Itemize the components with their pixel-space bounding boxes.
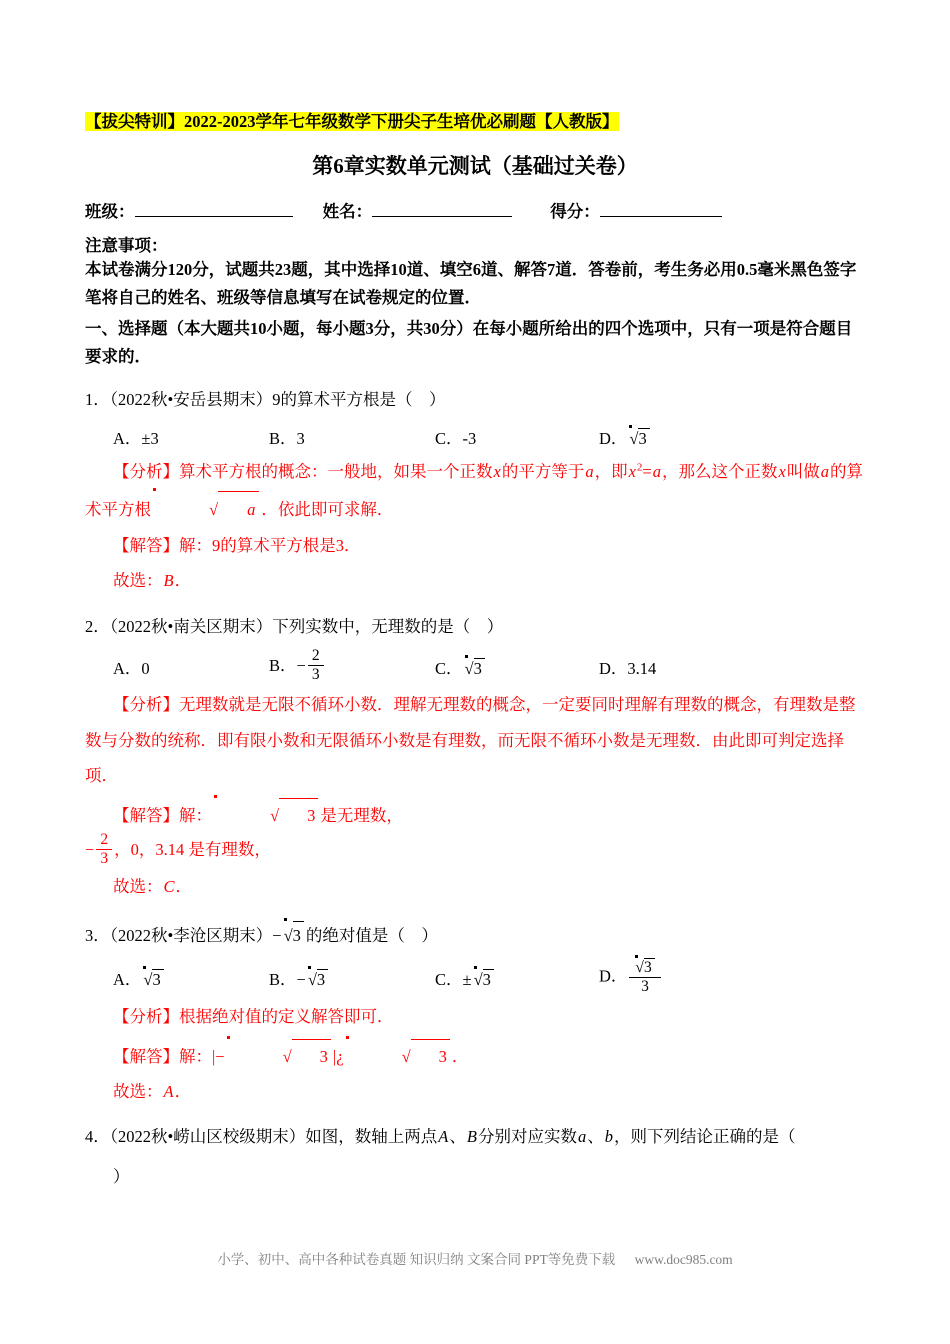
option-choice bbox=[599, 958, 865, 998]
footer-text: 小学、初中、高中各种试卷真题 知识归纳 文案合同 PPT等免费下载 bbox=[217, 1252, 616, 1267]
question-stem: 4．（2022秋•崂山区校级期末）如图，数轴上两点A、B分别对应实数a、b，则下列结论正确的是（ bbox=[85, 1127, 796, 1147]
math-variable: B bbox=[163, 571, 174, 591]
radical-expression bbox=[227, 1037, 331, 1075]
radical-expression bbox=[284, 919, 304, 950]
name-label: 姓名： bbox=[322, 202, 373, 221]
answer-line: 【解答】解： √ 3 是无理数， bbox=[85, 796, 865, 834]
answer-line: 【解答】解：|− √ 3 |¿ √ 3 ． bbox=[85, 1037, 865, 1075]
radical-expression bbox=[153, 489, 259, 527]
math-variable: x bbox=[493, 461, 501, 481]
solution-label: 【解答】 bbox=[113, 536, 179, 556]
radical-expression bbox=[214, 796, 318, 834]
question-stem: 3．（2022秋•李沧区期末）− √3 的绝对值是（ ） bbox=[85, 919, 865, 950]
radical-sign-icon: √ bbox=[270, 805, 280, 825]
option-choice bbox=[113, 655, 269, 679]
radical-sign-icon: √ bbox=[283, 925, 293, 945]
fields-row bbox=[85, 198, 865, 222]
fraction bbox=[308, 647, 324, 684]
math-variable: B bbox=[466, 1127, 477, 1147]
radical-expression bbox=[474, 967, 494, 990]
option-choice bbox=[113, 425, 269, 449]
option-label: C． bbox=[435, 659, 463, 679]
class-blank-line bbox=[135, 202, 293, 217]
analysis-label: 【分析】 bbox=[113, 461, 179, 481]
analysis-paragraph: 【分析】无理数就是无限不循环小数．理解无理数的概念，一定要同时理解有理数的概念，有理数是整数与分数的统称．即有限小数和无限循环小数是有理数，而无限不循环小数是无理数．由此即可判定选择项． bbox=[85, 695, 856, 786]
options-row bbox=[85, 422, 865, 452]
option-choice bbox=[269, 646, 435, 686]
fraction-numerator: 2 bbox=[100, 831, 109, 849]
footer-site-url: www.doc985.com bbox=[634, 1252, 733, 1267]
fraction-numerator: 2 bbox=[311, 646, 320, 664]
radical-sign-icon: √ bbox=[209, 500, 219, 520]
math-variable: a bbox=[652, 461, 661, 481]
option-label: A． bbox=[113, 969, 142, 989]
notice-text: 本试卷满分120分，试题共23题，其中选择10道、填空6道、解答7道．答卷前，考生务必用0.5毫米黑色签字笔将自己的姓名、班级等信息填写在试卷规定的位置． bbox=[85, 260, 857, 308]
question-block bbox=[85, 1123, 865, 1191]
footer bbox=[0, 1248, 950, 1268]
math-variable: C bbox=[163, 877, 175, 897]
option-label: C． bbox=[435, 428, 463, 448]
option-choice bbox=[269, 966, 435, 990]
class-label: 班级： bbox=[85, 202, 135, 221]
answer-line: − $\frac{2}{3}$ ，0，3.14 是有理数， bbox=[85, 831, 271, 868]
option-choice bbox=[435, 966, 599, 990]
answer-line: 【解答】解：9的算术平方根是3． bbox=[113, 536, 361, 556]
fraction bbox=[629, 956, 660, 996]
question-stem: 2．（2022秋•南关区期末）下列实数中，无理数的是（ ） bbox=[85, 616, 504, 636]
radicand: 3 bbox=[292, 1039, 331, 1075]
option-label: C． bbox=[435, 969, 463, 989]
math-variable: a bbox=[820, 461, 830, 481]
option-value: ±3 bbox=[141, 428, 159, 448]
option-value: 3 bbox=[296, 428, 305, 448]
option-value bbox=[627, 429, 651, 448]
math-variable: a bbox=[585, 461, 594, 481]
radicand: 3 bbox=[317, 969, 328, 990]
option-label: D． bbox=[599, 428, 628, 448]
math-variable: x bbox=[778, 461, 786, 481]
radical-expression bbox=[143, 967, 163, 990]
option-choice bbox=[435, 425, 599, 449]
question-block bbox=[85, 613, 865, 905]
solution-label: 【解答】 bbox=[113, 805, 179, 825]
radical-sign-icon: √ bbox=[464, 659, 474, 679]
option-value: -3 bbox=[462, 428, 477, 448]
question-block bbox=[85, 919, 865, 1109]
analysis-paragraph: 【分析】算术平方根的概念：一般地，如果一个正数x的平方等于a，即$x^2=a$，那么这个正数x叫做a的算术平方根 √ a ．依此即可求解． bbox=[85, 454, 865, 528]
name-blank-line bbox=[372, 202, 512, 217]
score-blank-line bbox=[600, 202, 722, 217]
radical-sign-icon: √ bbox=[629, 428, 639, 448]
option-value: 0 bbox=[141, 659, 150, 679]
radical-sign-icon: √ bbox=[473, 969, 483, 989]
option-value: − $\frac{2}{3}$ bbox=[297, 656, 326, 675]
question-stem: 1．（2022秋•安岳县期末）9的算术平方根是（ ） bbox=[85, 389, 446, 409]
option-label: B． bbox=[269, 969, 297, 989]
option-value: 3.14 bbox=[627, 659, 657, 679]
radicand: 3 bbox=[483, 969, 494, 990]
banner-row bbox=[85, 108, 865, 132]
answer-lines bbox=[85, 1037, 865, 1109]
radicand: 3 bbox=[638, 428, 649, 449]
option-value bbox=[141, 970, 165, 989]
math-variable: x bbox=[628, 461, 636, 481]
answer-line: 故选：C． bbox=[113, 877, 193, 897]
radical-sign-icon: √ bbox=[143, 969, 153, 989]
radical-expression bbox=[635, 956, 654, 977]
notice-label: 注意事项： bbox=[85, 236, 168, 255]
radicand: 3 bbox=[644, 958, 655, 977]
radical-sign-icon: √ bbox=[307, 969, 317, 989]
option-label: D． bbox=[599, 659, 628, 679]
solution-label: 【解答】 bbox=[113, 1046, 179, 1066]
radical-expression bbox=[308, 967, 328, 990]
radical-sign-icon: √ bbox=[401, 1046, 411, 1066]
option-choice bbox=[599, 425, 865, 449]
fraction-denominator: 3 bbox=[629, 977, 660, 996]
page-title: 第6章实数单元测试（基础过关卷） bbox=[312, 154, 638, 178]
radical-expression bbox=[465, 656, 485, 679]
math-variable: b bbox=[604, 1127, 613, 1147]
question-block bbox=[85, 386, 865, 599]
radicand: 3 bbox=[279, 798, 318, 834]
options-row bbox=[85, 958, 865, 998]
fraction-denominator: 3 bbox=[96, 849, 112, 868]
radicand: 3 bbox=[474, 658, 485, 679]
option-value: ± √3 bbox=[463, 970, 496, 989]
fraction-numerator bbox=[629, 956, 660, 977]
answer-lines bbox=[85, 529, 865, 598]
radical-sign-icon: √ bbox=[635, 958, 644, 976]
answer-lines bbox=[85, 796, 865, 905]
option-label: A． bbox=[113, 428, 142, 448]
analysis-label: 【分析】 bbox=[113, 695, 179, 715]
analysis-label: 【分析】 bbox=[113, 1007, 179, 1027]
option-choice bbox=[599, 655, 865, 679]
option-label: B． bbox=[269, 655, 297, 675]
questions-section bbox=[85, 386, 865, 1192]
math-superscript: 2 bbox=[636, 461, 643, 474]
analysis-paragraph: 【分析】根据绝对值的定义解答即可． bbox=[113, 1007, 394, 1027]
option-value: − √3 bbox=[297, 970, 331, 989]
answer-line: 故选：A． bbox=[113, 1081, 192, 1101]
math-variable: a bbox=[577, 1127, 587, 1147]
math-variable: A bbox=[163, 1081, 174, 1101]
section-heading: 一、选择题（本大题共10小题，每小题3分，共30分）在每小题所给出的四个选项中，只有一项是符合题目要求的． bbox=[85, 318, 853, 367]
option-label: D． bbox=[599, 966, 628, 986]
option-value bbox=[463, 659, 487, 678]
banner-highlight-text: 【拔尖特训】2022-2023学年七年级数学下册尖子生培优必刷题【人教版】 bbox=[85, 112, 619, 131]
math-variable: A bbox=[438, 1127, 449, 1147]
option-label: B． bbox=[269, 428, 297, 448]
option-value bbox=[627, 958, 662, 995]
fraction-denominator: 3 bbox=[308, 665, 324, 684]
option-choice bbox=[269, 425, 435, 449]
options-row bbox=[85, 646, 865, 686]
option-label: A． bbox=[113, 659, 142, 679]
option-choice bbox=[435, 655, 599, 679]
radicand bbox=[218, 491, 259, 527]
radicand: 3 bbox=[411, 1039, 450, 1075]
answer-line: 故选：B． bbox=[113, 571, 192, 591]
radicand: 3 bbox=[152, 969, 163, 990]
radicand: 3 bbox=[293, 921, 304, 950]
question-stem-extra: ） bbox=[113, 1167, 130, 1187]
radical-sign-icon: √ bbox=[282, 1046, 292, 1066]
radical-expression bbox=[629, 426, 649, 449]
score-label: 得分： bbox=[550, 202, 600, 221]
radical-expression bbox=[346, 1037, 450, 1075]
option-choice bbox=[113, 966, 269, 990]
fraction bbox=[96, 831, 112, 868]
math-variable: a bbox=[247, 500, 256, 520]
